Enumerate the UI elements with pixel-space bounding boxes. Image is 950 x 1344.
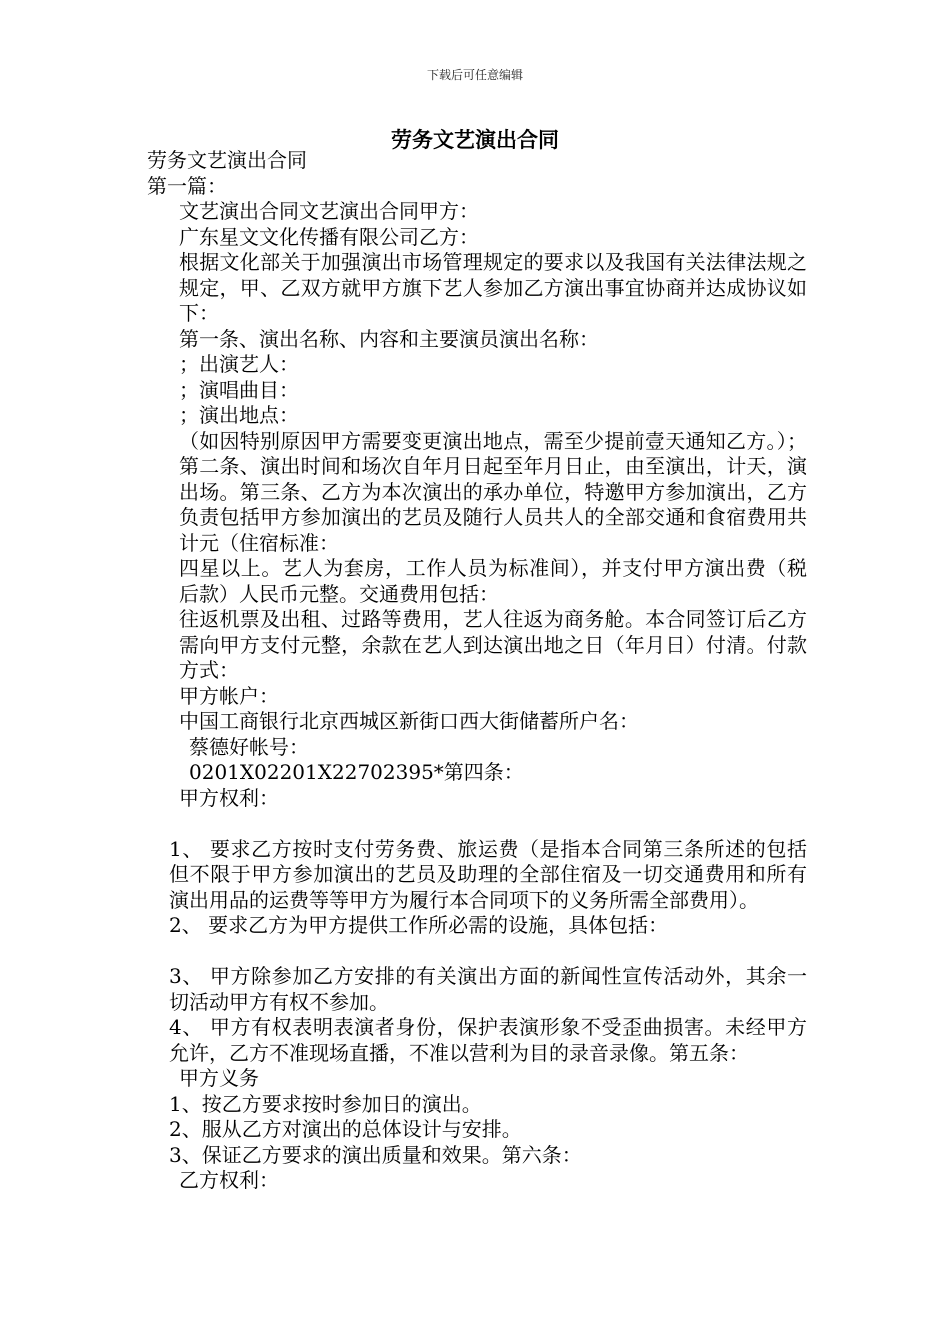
paragraph-party-b: 广东星文文化传播有限公司乙方： <box>179 224 479 249</box>
paragraph-party-a: 文艺演出合同文艺演出合同甲方： <box>179 199 479 223</box>
paragraph-bank: 中国工商银行北京西城区新街口西大街储蓄所户名： <box>179 709 639 733</box>
paragraph-right-2: 2、 要求乙方为甲方提供工作所必需的设施，具体包括： <box>169 913 669 937</box>
paragraph-subtitle: 劳务文艺演出合同 <box>147 148 307 172</box>
paragraph-fee: 四星以上。艺人为套房，工作人员为标准间），并支付甲方演出费（税后款）人民币元整。交通费用包括： <box>179 556 807 606</box>
document-title: 劳务文艺演出合同 <box>391 127 559 152</box>
paragraph-obligation-3: 3、保证乙方要求的演出质量和效果。第六条： <box>169 1142 582 1167</box>
paragraph-account-number: 0201X02201X22702395*第四条： <box>189 760 524 784</box>
paragraph-article-1: 第一条、演出名称、内容和主要演员演出名称： <box>179 326 599 351</box>
paragraph-obligation-2: 2、服从乙方对演出的总体设计与安排。 <box>169 1117 522 1141</box>
blank-line <box>147 939 807 965</box>
document-body <box>147 148 807 1194</box>
paragraph-right-4: 4、 甲方有权表明表演者身份，保护表演形象不受歪曲损害。未经甲方允许，乙方不准现场直播，不准以营利为目的录音录像。第五条： <box>169 1015 807 1065</box>
paragraph-article-2-3: （如因特别原因甲方需要变更演出地点，需至少提前壹天通知乙方。）；第二条、演出时间和场次自年月日起至年月日止，由至演出，计天，演出场。第三条、乙方为本次演出的承办单位，特邀甲方参加演出，乙方负责包括甲方参加演出的艺员及随行人员共人的全部交通和食宿费用共计元（住宿标准： <box>179 428 807 555</box>
paragraph-right-3: 3、 甲方除参加乙方安排的有关演出方面的新闻性宣传活动外，其余一切活动甲方有权不参加。 <box>169 964 807 1014</box>
paragraph-venue: ；演出地点： <box>179 403 299 427</box>
paragraph-party-b-rights: 乙方权利： <box>179 1168 279 1192</box>
paragraph-rights-heading: 甲方权利： <box>179 785 279 810</box>
paragraph-right-1: 1、 要求乙方按时支付劳务费、旅运费（是指本合同第三条所述的包括但不限于甲方参加演出的艺员及助理的全部住宿及一切交通费用和所有演出用品的运费等等甲方为履行本合同项下的义务所需全部费用）。 <box>169 836 807 912</box>
paragraph-performer: ；出演艺人： <box>179 352 299 376</box>
paragraph-songs: ；演唱曲目： <box>179 377 299 402</box>
paragraph-transport: 往返机票及出租、过路等费用，艺人往返为商务舱。本合同签订后乙方需向甲方支付元整，余款在艺人到达演出地之日（年月日）付清。付款方式： <box>179 607 807 682</box>
paragraph-account-name: 蔡德好帐号： <box>189 734 309 759</box>
paragraph-obligation-1: 1、按乙方要求按时参加日的演出。 <box>169 1091 482 1116</box>
paragraph-account: 甲方帐户： <box>179 683 279 708</box>
paragraph-preamble: 根据文化部关于加强演出市场管理规定的要求以及我国有关法律法规之规定，甲、乙双方就甲方旗下艺人参加乙方演出事宜协商并达成协议如下： <box>179 250 807 325</box>
paragraph-section-heading: 第一篇： <box>147 173 227 198</box>
header-note: 下载后可任意编辑 <box>426 68 523 82</box>
blank-line <box>147 811 807 837</box>
paragraph-obligations-heading: 甲方义务 <box>179 1066 259 1090</box>
